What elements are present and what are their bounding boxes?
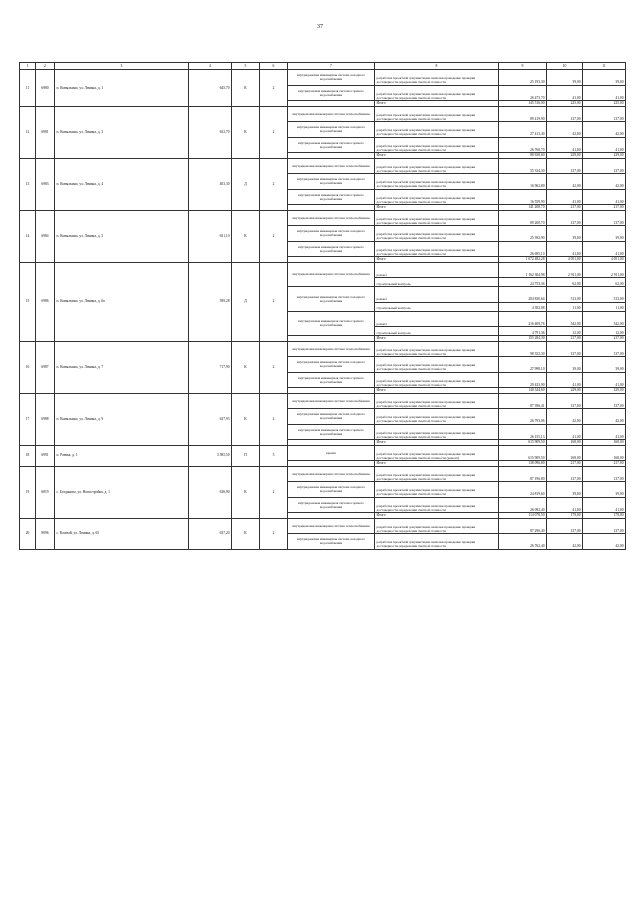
max-specific-cost: 137,00 [583,393,626,409]
engineering-system: внутридомовая инженерная система горячего водоснабжения [288,85,375,101]
total-cost: 138 096,80 [499,461,547,467]
house-address: п. Ковылкино, ул. Ленина, д. 3 [55,106,189,158]
cost-value: 26 092,40 [499,497,547,513]
engineering-system: крыша [288,445,375,461]
total-specific-cost: 4 051,00 [547,257,583,263]
cost-value: 24 819,60 [499,482,547,498]
specific-cost: 42,00 [547,174,583,190]
specific-cost: 39,00 [547,482,583,498]
specific-cost: 41,00 [547,189,583,205]
total-cost: 155 284,30 [499,336,547,342]
cost-value: 26 155,13 [499,424,547,440]
work-type: разработка проектной документации, включая проведение проверки достоверности определения сметной стоимости [375,393,499,409]
specific-cost: 137,00 [547,393,583,409]
specific-cost: 168,00 [547,445,583,461]
capital-repair-table [19,62,626,550]
work-type: разработка проектной документации, включая проведение проверки достоверности определения сметной стоимости [375,357,499,373]
engineering-system: внутридомовая инженерная система холодного водоснабжения [288,482,375,498]
house-area: 636,90 [189,466,232,518]
house-address: п. Ковылкино, ул. Ленина, д. 1 [55,70,189,107]
cost-value: 55 334,30 [499,158,547,174]
work-type: ремонт [375,311,499,327]
house-address: п. Ковылкино, ул. Ленина, д. 4 [55,158,189,210]
house-code: 8096 [36,518,55,549]
total-cost: 114 078,50 [499,513,547,519]
row-number: 13 [20,158,36,210]
house-code: 6986 [36,262,55,341]
total-label: Итого [375,101,499,107]
total-max-specific-cost: 225,00 [583,101,626,107]
wall-material: К [232,518,260,549]
cost-value: 4 791,36 [499,327,547,336]
column-number: 2 [36,63,55,70]
max-specific-cost: 41,00 [583,137,626,153]
work-type: разработка проектной документации, включая проведение проверки достоверности определения сметной стоимости [375,189,499,205]
engineering-system: внутридомовая инженерная система теплоснабжения [288,466,375,482]
engineering-system: внутридомовая инженерная система горячего водоснабжения [288,424,375,440]
wall-material: К [232,393,260,445]
specific-cost: 42,00 [547,122,583,138]
column-number: 10 [547,63,583,70]
engineering-system: внутридомовая инженерная система холодного водоснабжения [288,70,375,86]
row-number: 17 [20,393,36,445]
house-address: п. Ковылкино, ул. Ленина, д. 7 [55,341,189,393]
engineering-system: внутридомовая инженерная система холодного водоснабжения [288,409,375,425]
max-specific-cost: 11,00 [583,302,626,311]
engineering-system: внутридомовая инженерная система горячего водоснабжения [288,497,375,513]
cost-value: 615 909,50 [499,445,547,461]
house-area: 403,30 [189,158,232,210]
row-number: 14 [20,210,36,262]
cost-value: 87 296,40 [499,518,547,534]
row-number: 15 [20,262,36,341]
house-address: п. Раевка, д. 1 [55,445,189,466]
work-type: разработка проектной документации, включая проведение проверки достоверности определения сметной стоимости [375,466,499,482]
engineering-system: внутридомовая инженерная система горячего водоснабжения [288,137,375,153]
work-type: разработка проектной документации, включая проведение проверки достоверности определения сметной стоимости [375,70,499,86]
specific-cost: 137,00 [547,210,583,226]
total-label: Итого [375,440,499,446]
house-code: 6980 [36,70,55,107]
total-max-specific-cost: 217,00 [583,461,626,467]
column-number: 6 [260,63,288,70]
cost-value: 26 793,06 [499,409,547,425]
specific-cost: 137,00 [547,466,583,482]
engineering-system: внутридомовая инженерная система теплоснабжения [288,262,375,287]
cost-value: 27 413,40 [499,122,547,138]
max-specific-cost: 42,00 [583,534,626,550]
house-area: 637,93 [189,393,232,445]
engineering-system: внутридомовая инженерная система горячего водоснабжения [288,311,375,336]
row-number: 16 [20,341,36,393]
total-specific-cost: 229,00 [547,388,583,394]
house-area: 637,20 [189,518,232,549]
total-cost: 88 638,60 [499,153,547,159]
specific-cost: 41,00 [547,137,583,153]
engineering-system: внутридомовая инженерная система холодного водоснабжения [288,534,375,550]
max-specific-cost: 41,00 [583,241,626,257]
house-code: 6983 [36,158,55,210]
total-specific-cost: 217,00 [547,336,583,342]
max-specific-cost: 137,00 [583,210,626,226]
engineering-system: внутридомовая инженерная система теплоснабжения [288,158,375,174]
cost-value: 24 753,36 [499,278,547,287]
row-number: 18 [20,445,36,466]
specific-cost: 137,00 [547,341,583,357]
cost-value: 26 695,10 [499,241,547,257]
floor-count: 2 [260,210,288,262]
specific-cost: 62,00 [547,278,583,287]
house-address: с. Богданово, ул. Новостройка, д. 1 [55,466,189,518]
engineering-system: внутридомовая инженерная система горячего водоснабжения [288,372,375,388]
specific-cost: 41,00 [547,424,583,440]
total-label: Итого [375,153,499,159]
total-max-specific-cost: 229,00 [583,388,626,394]
total-max-specific-cost: 4 051,00 [583,257,626,263]
house-area: 652,70 [189,106,232,158]
work-type: строительный контроль [375,327,499,336]
max-specific-cost: 42,00 [583,174,626,190]
work-type: разработка проектной документации, включая проведение проверки достоверности определения сметной стоимости [375,497,499,513]
house-address: п. Ковылкино, ул. Ленина, д. 5 [55,210,189,262]
specific-cost: 39,00 [547,226,583,242]
column-number: 7 [288,63,375,70]
row-number: 20 [20,518,36,549]
wall-material: К [232,210,260,262]
total-label: Итого [375,513,499,519]
max-specific-cost: 39,00 [583,70,626,86]
total-cost: 1 672 482,28 [499,257,547,263]
engineering-system: внутридомовая инженерная система холодного водоснабжения [288,122,375,138]
table-row [20,518,626,534]
engineering-system: внутридомовая инженерная система теплоснабжения [288,106,375,122]
cost-value: 87 396,41 [499,393,547,409]
max-specific-cost: 2 911,00 [583,262,626,278]
specific-cost: 513,00 [547,287,583,303]
engineering-system: внутридомовая инженерная система теплоснабжения [288,210,375,226]
work-type: разработка проектной документации, включая проведение проверки достоверности определения сметной стоимости [375,518,499,534]
work-type: разработка проектной документации, включая проведение проверки достоверности определения сметной стоимости [375,534,499,550]
table-row [20,341,626,357]
work-type: разработка проектной документации, включая проведение проверки достоверности определения сметной стоимости [375,137,499,153]
cost-value: 87 196,80 [499,466,547,482]
specific-cost: 41,00 [547,85,583,101]
max-specific-cost: 39,00 [583,357,626,373]
total-max-specific-cost: 229,00 [583,153,626,159]
table-row [20,70,626,86]
work-type: разработка проектной документации, включая проведение проверки достоверности определения сметной стоимости [375,122,499,138]
cost-value: 98 352,30 [499,341,547,357]
cost-value: 216 409,76 [499,311,547,327]
floor-count: 2 [260,518,288,549]
house-code: 6984 [36,210,55,262]
floor-count: 2 [260,158,288,210]
max-specific-cost: 42,00 [583,122,626,138]
work-type: ремонт [375,262,499,278]
total-specific-cost: 168,00 [547,440,583,446]
engineering-system: внутридомовая инженерная система горячего водоснабжения [288,189,375,205]
total-cost: 141 208,70 [499,205,547,211]
work-type: разработка проектной документации, включая проведение проверки достоверности определения сметной стоимости [375,409,499,425]
work-type: разработка проектной документации, включая проведение проверки достоверности определения сметной стоимости [375,106,499,122]
total-label: Итого [375,205,499,211]
work-type: разработка проектной документации, включая проведение проверки достоверности определения сметной стоимости [375,424,499,440]
cost-value: 89 200,70 [499,210,547,226]
cost-value: 25 392,90 [499,226,547,242]
specific-cost: 12,00 [547,327,583,336]
floor-count: 2 [260,341,288,393]
total-specific-cost: 217,00 [547,205,583,211]
floor-count: 2 [260,393,288,445]
total-max-specific-cost: 179,00 [583,513,626,519]
house-code: 6981 [36,106,55,158]
total-specific-cost: 225,00 [547,101,583,107]
house-area: 651,10 [189,210,232,262]
total-cost: 615 909,50 [499,440,547,446]
floor-count: 2 [260,262,288,341]
table-row [20,106,626,122]
house-area: 3 585,50 [189,445,232,466]
max-specific-cost: 12,00 [583,327,626,336]
house-area: 717,90 [189,341,232,393]
cost-value: 1 162 304,98 [499,262,547,278]
work-type: разработка проектной документации, включая проведение проверки достоверности определения сметной стоимости [375,341,499,357]
floor-count: 2 [260,70,288,107]
table-row [20,445,626,461]
specific-cost: 11,00 [547,302,583,311]
table-row [20,158,626,174]
specific-cost: 41,00 [547,241,583,257]
column-number: 1 [20,63,36,70]
cost-value: 27 998,10 [499,357,547,373]
engineering-system: внутридомовая инженерная система холодного водоснабжения [288,174,375,190]
total-specific-cost: 229,00 [547,153,583,159]
house-code: 6988 [36,393,55,445]
wall-material: П [232,445,260,466]
work-type: строительный контроль [375,302,499,311]
house-address: п. Ковылкино, ул. Ленина, д. 9 [55,393,189,445]
work-type: разработка проектной документации, включая проведение проверки достоверности определения сметной стоимости [375,482,499,498]
total-max-specific-cost: 168,00 [583,440,626,446]
max-specific-cost: 168,00 [583,445,626,461]
specific-cost: 39,00 [547,357,583,373]
floor-count: 5 [260,445,288,466]
cost-value: 29 433,90 [499,372,547,388]
house-code: 6991 [36,445,55,466]
table-row [20,262,626,278]
work-type: строительный контроль [375,278,499,287]
column-number: 5 [232,63,260,70]
specific-cost: 2 911,00 [547,262,583,278]
work-type: разработка проектной документации, включая проведение проверки достоверности определения сметной стоимости [375,372,499,388]
cost-value: 204 830,64 [499,287,547,303]
house-area: 399,28 [189,262,232,341]
column-number: 9 [499,63,547,70]
work-type: разработка проектной документации, включая проведение проверки достоверности определения сметной стоимости [375,85,499,101]
max-specific-cost: 62,00 [583,278,626,287]
total-label: Итого [375,257,499,263]
row-number: 19 [20,466,36,518]
table-row [20,210,626,226]
engineering-system: внутридомовая инженерная система холодного водоснабжения [288,226,375,242]
house-address: с. Клятый, ул. Ленина, д. 65 [55,518,189,549]
cost-value: 26 760,70 [499,137,547,153]
table-row [20,466,626,482]
column-number: 3 [55,63,189,70]
total-specific-cost: 179,00 [547,513,583,519]
specific-cost: 137,00 [547,518,583,534]
column-number: 4 [189,63,232,70]
max-specific-cost: 41,00 [583,372,626,388]
total-label: Итого [375,388,499,394]
specific-cost: 42,00 [547,409,583,425]
work-type: разработка проектной документации, включая проведение проверки достоверности определения сметной стоимости [375,226,499,242]
column-number: 8 [375,63,499,70]
work-type: разработка проектной документации, включая проведение проверки достоверности определения сметной стоимости [375,210,499,226]
specific-cost: 41,00 [547,372,583,388]
total-cost: 140 344,60 [499,388,547,394]
table-row [20,393,626,409]
page-number: 37 [317,24,323,30]
max-specific-cost: 513,00 [583,287,626,303]
wall-material: К [232,466,260,518]
engineering-system: внутридомовая инженерная система холодного водоснабжения [288,287,375,312]
specific-cost: 137,00 [547,158,583,174]
cost-value: 4 392,08 [499,302,547,311]
engineering-system: внутридомовая инженерная система горячего водоснабжения [288,241,375,257]
cost-value: 25 193,30 [499,70,547,86]
floor-count: 2 [260,466,288,518]
total-max-specific-cost: 217,00 [583,336,626,342]
total-cost: 145 516,00 [499,101,547,107]
specific-cost: 137,00 [547,106,583,122]
max-specific-cost: 39,00 [583,482,626,498]
specific-cost: 542,00 [547,311,583,327]
max-specific-cost: 137,00 [583,341,626,357]
house-address: п. Ковылкино, ул. Ленина, д. 6а [55,262,189,341]
total-label: Итого [375,336,499,342]
total-max-specific-cost: 217,00 [583,205,626,211]
engineering-system: внутридомовая инженерная система теплоснабжения [288,341,375,357]
floor-count: 2 [260,106,288,158]
engineering-system: внутридомовая инженерная система теплоснабжения [288,393,375,409]
house-area: 645,70 [189,70,232,107]
cost-value: 16 962,80 [499,174,547,190]
work-type: ремонт [375,287,499,303]
wall-material: Д [232,262,260,341]
work-type: разработка проектной документации, включая проведение проверки достоверности определения сметной стоимости [375,158,499,174]
max-specific-cost: 41,00 [583,497,626,513]
specific-cost: 39,00 [547,70,583,86]
cost-value: 26 762,40 [499,534,547,550]
max-specific-cost: 137,00 [583,158,626,174]
max-specific-cost: 42,00 [583,409,626,425]
cost-value: 26 473,70 [499,85,547,101]
house-code: 6819 [36,466,55,518]
wall-material: К [232,106,260,158]
column-number: 11 [583,63,626,70]
max-specific-cost: 39,00 [583,226,626,242]
total-specific-cost: 217,00 [547,461,583,467]
specific-cost: 42,00 [547,534,583,550]
max-specific-cost: 137,00 [583,466,626,482]
max-specific-cost: 137,00 [583,518,626,534]
house-code: 6987 [36,341,55,393]
engineering-system: внутридомовая инженерная система теплоснабжения [288,518,375,534]
cost-value: 16 559,90 [499,189,547,205]
work-type: разработка проектной документации, включая проведение проверки достоверности определения сметной стоимости (ремонт) [375,445,499,461]
wall-material: Д [232,158,260,210]
max-specific-cost: 41,00 [583,424,626,440]
max-specific-cost: 137,00 [583,106,626,122]
wall-material: К [232,341,260,393]
specific-cost: 41,00 [547,497,583,513]
row-number: 12 [20,106,36,158]
row-number: 11 [20,70,36,107]
work-type: разработка проектной документации, включая проведение проверки достоверности определения сметной стоимости [375,241,499,257]
max-specific-cost: 542,00 [583,311,626,327]
total-label: Итого [375,461,499,467]
engineering-system: внутридомовая инженерная система холодного водоснабжения [288,357,375,373]
wall-material: К [232,70,260,107]
max-specific-cost: 41,00 [583,85,626,101]
column-number-row [20,63,626,70]
max-specific-cost: 41,00 [583,189,626,205]
work-type: разработка проектной документации, включая проведение проверки достоверности определения сметной стоимости [375,174,499,190]
cost-value: 89 419,90 [499,106,547,122]
